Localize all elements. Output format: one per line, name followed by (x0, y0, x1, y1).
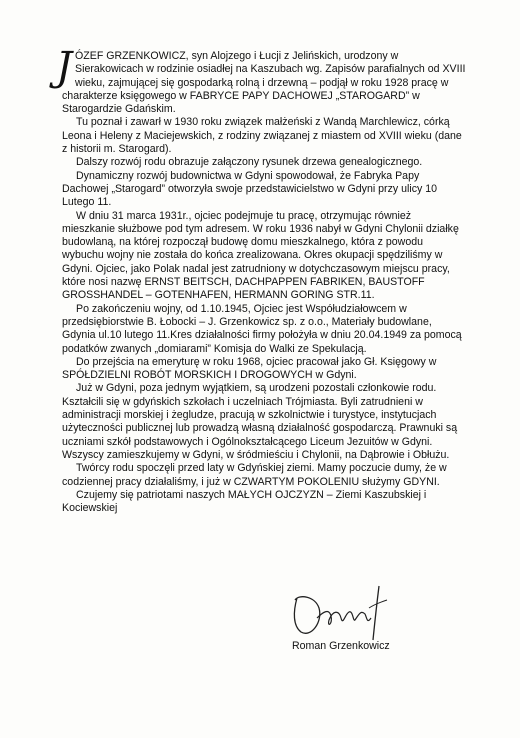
paragraph-10: Czujemy się patriotami naszych MAŁYCH OJCZYZN – Ziemi Kaszubskiej i Kociewskiej (62, 488, 427, 515)
paragraph-1 (56, 44, 466, 116)
paragraph-7: Do przejścia na emeryturę w roku 1968, ojciec pracował jako Gł. Księgowy w SPÓŁDZIELNI ROBÓT MORSKICH I DROGOWYCH w Gdyni. (62, 355, 437, 382)
drop-cap: J (56, 44, 73, 90)
paragraph-3: Dalszy rozwój rodu obrazuje załączony rysunek drzewa genealogicznego. (76, 156, 423, 169)
paragraph-4: Dynamiczny rozwój budownictwa w Gdyni spowodował, że Fabryka Papy Dachowej „Starogard” otworzyła swoje przedstawicielstwo w Gdyni przy ulicy 10 Lutego 11. (62, 169, 438, 209)
letter-body (56, 44, 466, 515)
handwritten-signature (283, 578, 403, 648)
paragraph-2: Tu poznał i zawarł w 1930 roku związek małżeński z Wandą Marchlewicz, córką Leona i Heleny z Maciejewskich, z rodziny związanej z miastem od XVIII wieku (dane z historii m. Starogard). (62, 116, 462, 156)
signature-name: Roman Grzenkowicz (292, 640, 390, 652)
signature-icon (283, 578, 403, 648)
paragraph-6: Po zakończeniu wojny, od 1.10.1945, Ojciec jest Współudziałowcem w przedsiębiorstwie B. Łobocki – J. Grzenkowicz sp. z o.o., Materiały budowlane, Gdynia ul.10 lutego 11.Kres działalności firmy położyła w dniu 20.04.1949 za pomocą podatków zwanych „domiarami” Komisja do Walki ze Spekulacją. (62, 302, 462, 355)
paragraph-9: Twórcy rodu spoczęli przed laty w Gdyńskiej ziemi. Mamy poczucie dumy, że w codziennej pracy działaliśmy, i już w CZWARTYM POKOLENIU służymy GDYNI. (62, 462, 447, 488)
paragraph-8: Już w Gdyni, poza jednym wyjątkiem, są urodzeni pozostali członkowie rodu. Kształcili się w gdyńskich szkołach i uczelniach Trójmiasta. Byli zatrudnieni w administracji morskiej i żegludze, pracują w szkolnictwie i turystyce, instytucjach użyteczności publicznej lub prowadzą własną działalność gospodarczą. Prawnuki są uczniami szkół podstawowych i Ogólnokształcącego Liceum Jezuitów w Gdyni. Wszyscy zamieszkujemy w Gdyni, w śródmieściu i Chylonii, na Dąbrowie i Obłużu. (62, 382, 458, 461)
paragraph-1-text: ÓZEF GRZENKOWICZ, syn Alojzego i Łucji z Jelińskich, urodzony w Sierakowicach w rodzinie osiadłej na Kaszubach wg. Zapisów parafialnych od XVIII wieku, zajmującej się gospodarką rolną i drzewną – podjął w roku 1928 pracę w charakterze księgowego w FABRYCE PAPY DACHOWEJ „STAROGARD” w Starogardzie Gdańskim. (62, 50, 466, 116)
paragraph-5: W dniu 31 marca 1931r., ojciec podejmuje tu pracę, otrzymując również mieszkanie służbowe pod tym adresem. W roku 1936 nabył w Gdyni Chylonii działkę budowlaną, na której rozpoczął budowę domu mieszkalnego, która z powodu wybuchu wojny nie została do końca zrealizowana. Okres okupacji spędziliśmy w Gdyni. Ojciec, jako Polak nadal jest zatrudniony w dotychczasowym miejscu pracy, które nosi nazwę ERNST BEITSCH, DACHPAPPEN FABRIKEN, BAUSTOFF GROSSHANDEL – GOTENHAFEN, HERMANN GORING STR.11. (62, 209, 459, 302)
